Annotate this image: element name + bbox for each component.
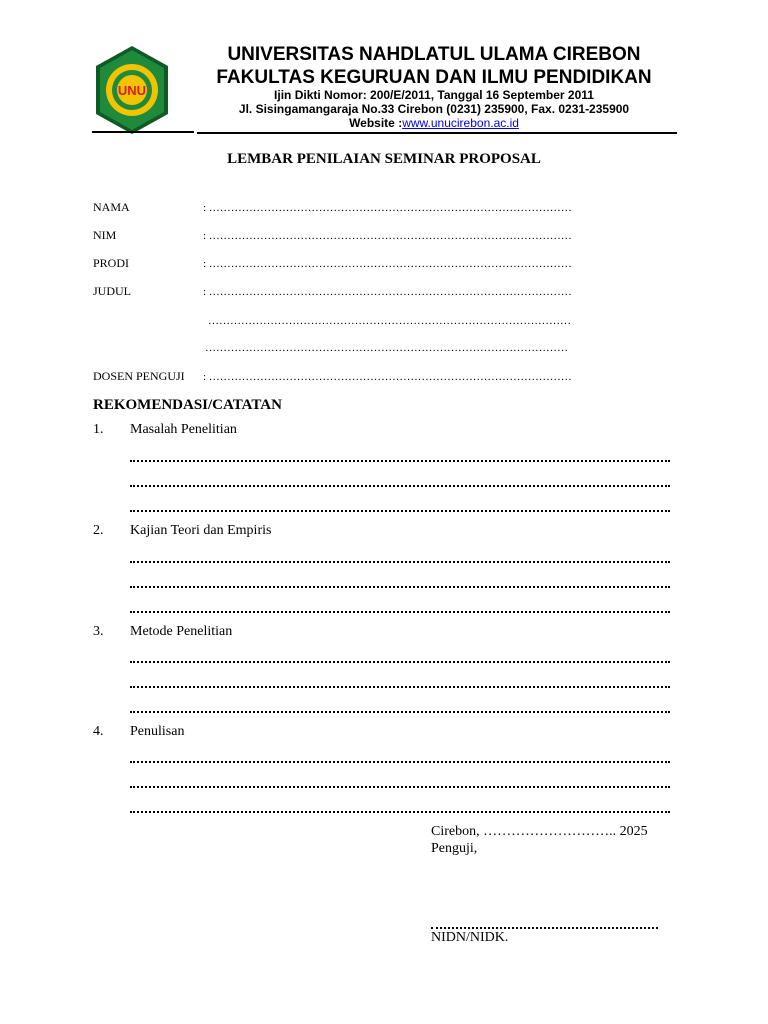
field-label-judul: JUDUL (93, 284, 131, 298)
signature-role: Penguji, (431, 841, 478, 856)
note-line (130, 811, 670, 813)
item-number-1: 1. (93, 422, 104, 437)
item-label-masalah-penelitian: Masalah Penelitian (130, 422, 237, 437)
website-line (174, 116, 694, 130)
address-line: Jl. Sisingamangaraja No.33 Cirebon (0231) 235900, Fax. 0231-235900 (238, 102, 630, 116)
field-label-nama: NAMA (93, 200, 130, 214)
website-link[interactable]: www.unucirebon.ac.id (402, 116, 519, 130)
field-value-nim: : ……………………………………………………………………………………… (203, 230, 572, 242)
item-label-kajian-teori: Kajian Teori dan Empiris (130, 523, 272, 538)
note-line (130, 510, 670, 512)
note-line (130, 485, 670, 487)
logo-center-text: UNU (117, 83, 147, 98)
note-line (130, 611, 670, 613)
website-separator: : (394, 116, 403, 130)
item-number-3: 3. (93, 624, 104, 639)
field-value-judul: : ……………………………………………………………………………………… (203, 286, 572, 298)
note-line (130, 661, 670, 663)
field-label-nim: NIM (93, 228, 117, 242)
field-value-prodi: : ……………………………………………………………………………………… (203, 258, 572, 270)
permit-line: Ijin Dikti Nomor: 200/E/2011, Tanggal 16 September 2011 (274, 88, 594, 102)
item-label-metode-penelitian: Metode Penelitian (130, 624, 233, 639)
field-label-prodi: PRODI (93, 256, 130, 270)
judul-continuation-line-2: ……………………………………………………………………………………… (205, 342, 568, 354)
item-number-4: 4. (93, 724, 104, 739)
university-logo-icon (92, 44, 172, 136)
website-label: Website (349, 116, 395, 130)
note-line (130, 761, 670, 763)
note-line (130, 711, 670, 713)
recommendations-heading: REKOMENDASI/CATATAN (93, 397, 282, 413)
note-line (130, 586, 670, 588)
item-label-penulisan: Penulisan (130, 724, 185, 739)
signature-line (431, 927, 658, 929)
note-line (130, 460, 670, 462)
field-label-dosen-penguji: DOSEN PENGUJI (93, 369, 185, 383)
letterhead-rule-left (92, 131, 194, 133)
field-value-nama: : ……………………………………………………………………………………… (203, 202, 572, 214)
signature-id-label: NIDN/NIDK. (431, 930, 509, 945)
note-line (130, 561, 670, 563)
letterhead-rule-right (197, 132, 677, 134)
faculty-name: FAKULTAS KEGURUAN DAN ILMU PENDIDIKAN (216, 67, 652, 88)
signature-place-date: Cirebon, ……………………….. 2025 (431, 824, 648, 839)
note-line (130, 686, 670, 688)
university-name: UNIVERSITAS NAHDLATUL ULAMA CIREBON (227, 44, 641, 65)
note-line (130, 786, 670, 788)
item-number-2: 2. (93, 523, 104, 538)
document-title: LEMBAR PENILAIAN SEMINAR PROPOSAL (227, 151, 541, 167)
judul-continuation-line-1: ……………………………………………………………………………………… (208, 315, 571, 327)
field-value-dosen-penguji: : ……………………………………………………………………………………… (203, 371, 572, 383)
